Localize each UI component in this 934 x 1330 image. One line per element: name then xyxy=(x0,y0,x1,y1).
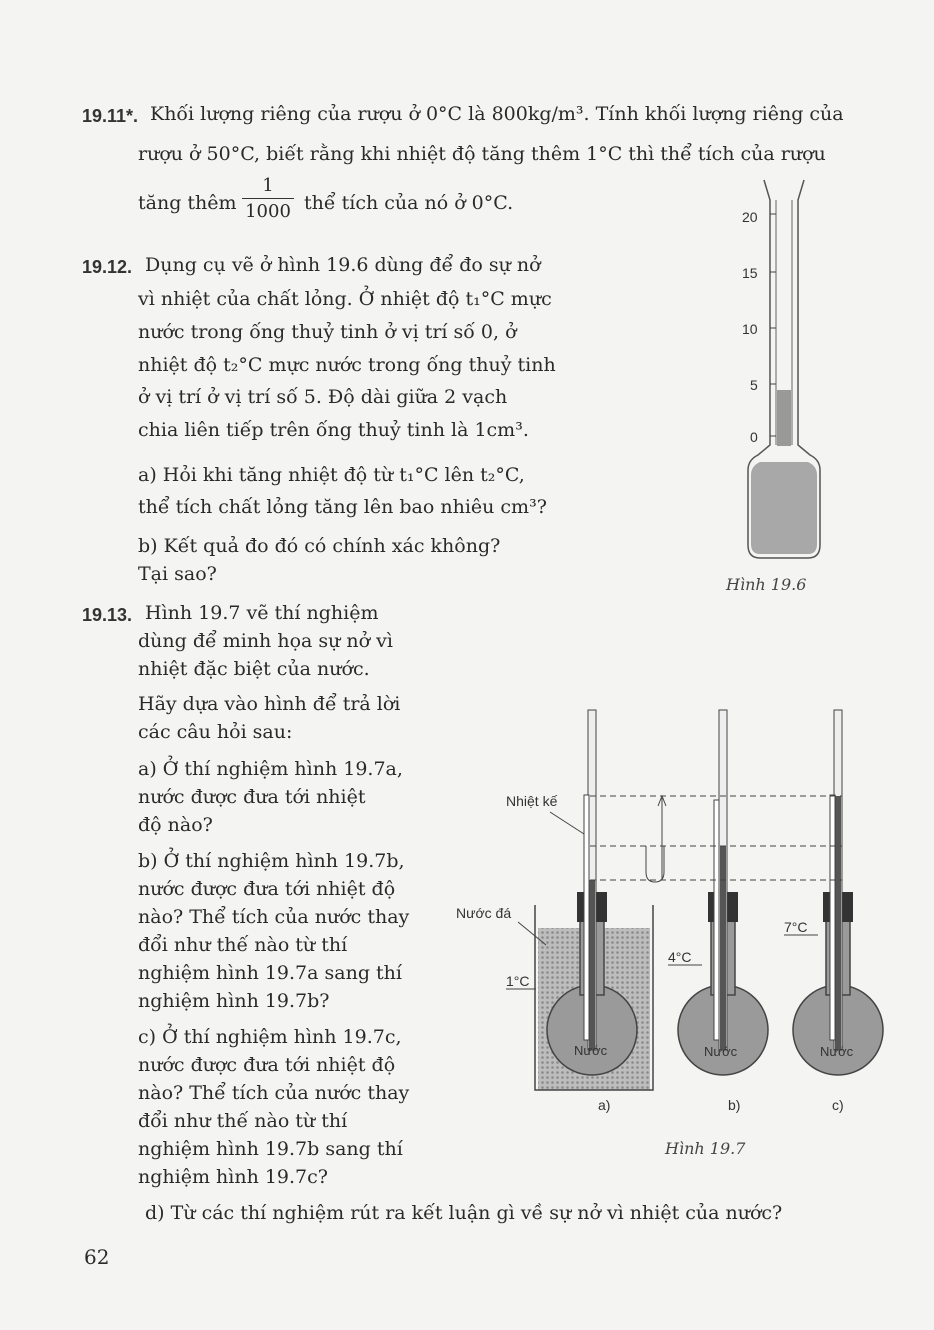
sub-label-b: b) xyxy=(728,1097,741,1113)
figure-19-7-experiment xyxy=(450,700,890,1130)
temp-label-b: 4°C xyxy=(668,949,692,965)
problem-19-12-question-b-1: b) Kết quả đo đó có chính xác không? xyxy=(138,535,501,557)
question-c-line-3: nào? Thể tích của nước thay xyxy=(138,1082,410,1104)
fraction-denominator: 1000 xyxy=(245,201,291,222)
problem-19-12-line-2: vì nhiệt của chất lỏng. Ở nhiệt độ t₁°C mực xyxy=(138,288,552,310)
thermometer-pointer xyxy=(550,812,584,834)
problem-19-13-prompt-2: các câu hỏi sau: xyxy=(138,721,293,743)
scale-label-0: 0 xyxy=(750,429,758,445)
problem-19-11-line-2: rượu ở 50°C, biết rằng khi nhiệt độ tăng thêm 1°C thì thể tích của rượu xyxy=(138,143,826,165)
problem-19-12-number: 19.12. xyxy=(82,257,133,277)
scale-label-10: 10 xyxy=(742,321,758,337)
thermometer-a xyxy=(584,795,589,1040)
fraction-numerator: 1 xyxy=(262,175,274,196)
problem-19-12-line-1: Dụng cụ vẽ ở hình 19.6 dùng để đo sự nở xyxy=(145,254,541,276)
figure-19-7-caption: Hình 19.7 xyxy=(665,1139,746,1158)
question-b-line-3: nào? Thể tích của nước thay xyxy=(138,906,410,928)
scale-label-15: 15 xyxy=(742,265,758,281)
problem-19-11-line-3a: tăng thêm xyxy=(138,192,237,214)
question-c-line-4: đổi như thế nào từ thí xyxy=(138,1110,348,1132)
scale-label-20: 20 xyxy=(742,209,758,225)
problem-19-13-intro-2: dùng để minh họa sự nở vì xyxy=(138,630,393,652)
question-c-line-2: nước được đưa tới nhiệt độ xyxy=(138,1054,396,1076)
question-a-line-1: a) Ở thí nghiệm hình 19.7a, xyxy=(138,758,403,780)
problem-19-12-question-a-1: a) Hỏi khi tăng nhiệt độ từ t₁°C lên t₂°C, xyxy=(138,464,525,486)
problem-19-12-question-b-2: Tại sao? xyxy=(138,563,217,585)
figure-19-6-dilatometer xyxy=(720,170,830,570)
temp-label-a: 1°C xyxy=(506,973,530,989)
sub-label-a: a) xyxy=(598,1097,611,1113)
problem-19-12-question-a-2: thể tích chất lỏng tăng lên bao nhiêu cm³? xyxy=(138,496,547,518)
fraction-1-1000 xyxy=(242,175,294,222)
question-c-line-5: nghiệm hình 19.7b sang thí xyxy=(138,1138,403,1160)
question-b-line-4: đổi như thế nào từ thí xyxy=(138,934,348,956)
label-ice: Nước đá xyxy=(456,905,512,921)
question-c-line-6: nghiệm hình 19.7c? xyxy=(138,1166,328,1188)
temp-label-c: 7°C xyxy=(784,919,808,935)
question-b-line-2: nước được đưa tới nhiệt độ xyxy=(138,878,396,900)
question-b-line-6: nghiệm hình 19.7b? xyxy=(138,990,330,1012)
problem-19-13-intro-1: Hình 19.7 vẽ thí nghiệm xyxy=(145,602,379,624)
label-thermometer: Nhiệt kế xyxy=(506,793,558,809)
problem-19-11-line-1: Khối lượng riêng của rượu ở 0°C là 800kg/m³. Tính khối lượng riêng của xyxy=(150,103,844,125)
problem-19-12-line-5: ở vị trí ở vị trí số 5. Độ dài giữa 2 vạch xyxy=(138,386,508,408)
question-d: d) Từ các thí nghiệm rút ra kết luận gì về sự nở vì nhiệt của nước? xyxy=(145,1202,783,1224)
sub-label-c: c) xyxy=(832,1097,844,1113)
label-water-a: Nước xyxy=(574,1043,608,1058)
problem-19-11-line-3b: thể tích của nó ở 0°C. xyxy=(304,192,514,214)
label-water-c: Nước xyxy=(820,1044,854,1059)
question-b-line-5: nghiệm hình 19.7a sang thí xyxy=(138,962,402,984)
page-number: 62 xyxy=(84,1245,110,1269)
figure-19-6-caption: Hình 19.6 xyxy=(726,575,807,594)
flask-a xyxy=(547,710,637,1075)
problem-19-13-prompt-1: Hãy dựa vào hình để trả lời xyxy=(138,693,401,715)
u-arrow xyxy=(646,846,664,882)
problem-19-13-intro-3: nhiệt đặc biệt của nước. xyxy=(138,658,370,680)
flask-c xyxy=(793,710,883,1075)
problem-19-13-number: 19.13. xyxy=(82,605,133,625)
scale-label-5: 5 xyxy=(750,377,758,393)
flask-b xyxy=(678,710,768,1075)
thermometer-b xyxy=(714,800,719,1040)
problem-19-12-line-6: chia liên tiếp trên ống thuỷ tinh là 1cm³. xyxy=(138,419,529,441)
liquid-in-bulb xyxy=(751,462,817,554)
question-b-line-1: b) Ở thí nghiệm hình 19.7b, xyxy=(138,850,405,872)
problem-19-12-line-3: nước trong ống thuỷ tinh ở vị trí số 0, ở xyxy=(138,321,517,343)
thermometer-c xyxy=(830,795,835,1040)
problem-19-12-line-4: nhiệt độ t₂°C mực nước trong ống thuỷ tinh xyxy=(138,354,556,376)
question-c-line-1: c) Ở thí nghiệm hình 19.7c, xyxy=(138,1026,402,1048)
label-water-b: Nước xyxy=(704,1044,738,1059)
liquid-in-tube xyxy=(777,390,791,446)
question-a-line-3: độ nào? xyxy=(138,814,213,836)
problem-19-11-number: 19.11*. xyxy=(82,106,139,126)
question-a-line-2: nước được đưa tới nhiệt xyxy=(138,786,366,808)
